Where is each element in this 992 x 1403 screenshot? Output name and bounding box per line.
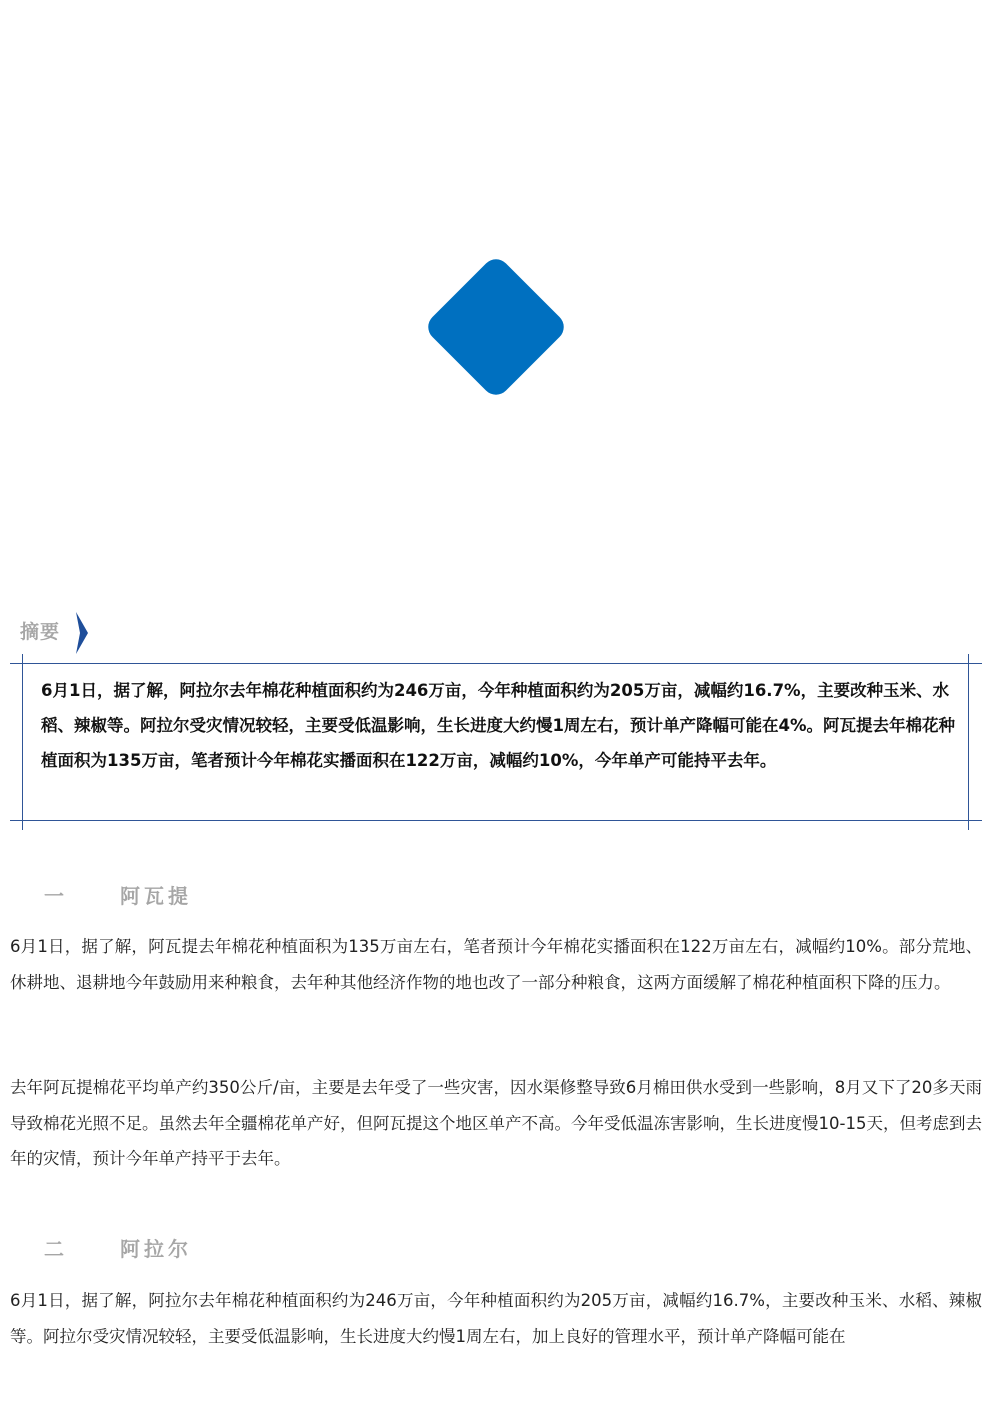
body-paragraph: 6月1日，据了解，阿拉尔去年棉花种植面积约为246万亩，今年种植面积约为205万亩，减幅约16.7%，主要改种玉米、水稻、辣椒等。阿拉尔受灾情况较轻，主要受低温影响，生长进度大约慢1周左右，加上良好的管理水平，预计单产降幅可能在 xyxy=(10,1291,982,1346)
section-number: 一 xyxy=(44,884,64,908)
section-title: 阿瓦提 xyxy=(120,884,192,908)
body-paragraph: 6月1日，据了解，阿瓦提去年棉花种植面积为135万亩左右，笔者预计今年棉花实播面积在122万亩左右，减幅约10%。部分荒地、休耕地、退耕地今年鼓励用来种粮食，去年种其他经济作物的地也改了一部分种粮食，这两方面缓解了棉花种植面积下降的压力。 xyxy=(10,937,982,992)
summary-text: 6月1日，据了解，阿拉尔去年棉花种植面积约为246万亩，今年种植面积约为205万亩，减幅约16.7%，主要改种玉米、水稻、辣椒等。阿拉尔受灾情况较轻，主要受低温影响，生长进度大约慢1周左右，预计单产降幅可能在4%。阿瓦提去年棉花种植面积为135万亩，笔者预计今年棉花实播面积在122万亩，减幅约10%，今年单产可能持平去年。 xyxy=(41,681,955,770)
summary-corner-tick xyxy=(22,812,23,830)
summary-arrow-icon xyxy=(76,612,90,654)
summary-label: 摘要 xyxy=(20,621,61,643)
section-heading xyxy=(44,880,192,909)
summary-corner-tick xyxy=(968,654,969,674)
body-paragraph: 去年阿瓦提棉花平均单产约350公斤/亩，主要是去年受了一些灾害，因水渠修整导致6月棉田供水受到一些影响，8月又下了20多天雨导致棉花光照不足。虽然去年全疆棉花单产好，但阿瓦提这个地区单产不高。今年受低温冻害影响，生长进度慢10-15天，但考虑到去年的灾情，预计今年单产持平于去年。 xyxy=(10,1078,982,1168)
summary-corner-tick xyxy=(968,812,969,830)
summary-bottom-rule xyxy=(10,820,982,821)
summary-top-rule xyxy=(10,663,982,664)
summary-corner-tick xyxy=(22,654,23,674)
section-heading xyxy=(44,1233,192,1262)
section-number: 二 xyxy=(44,1237,64,1261)
section-title: 阿拉尔 xyxy=(120,1237,192,1261)
logo-diamond xyxy=(422,253,569,400)
